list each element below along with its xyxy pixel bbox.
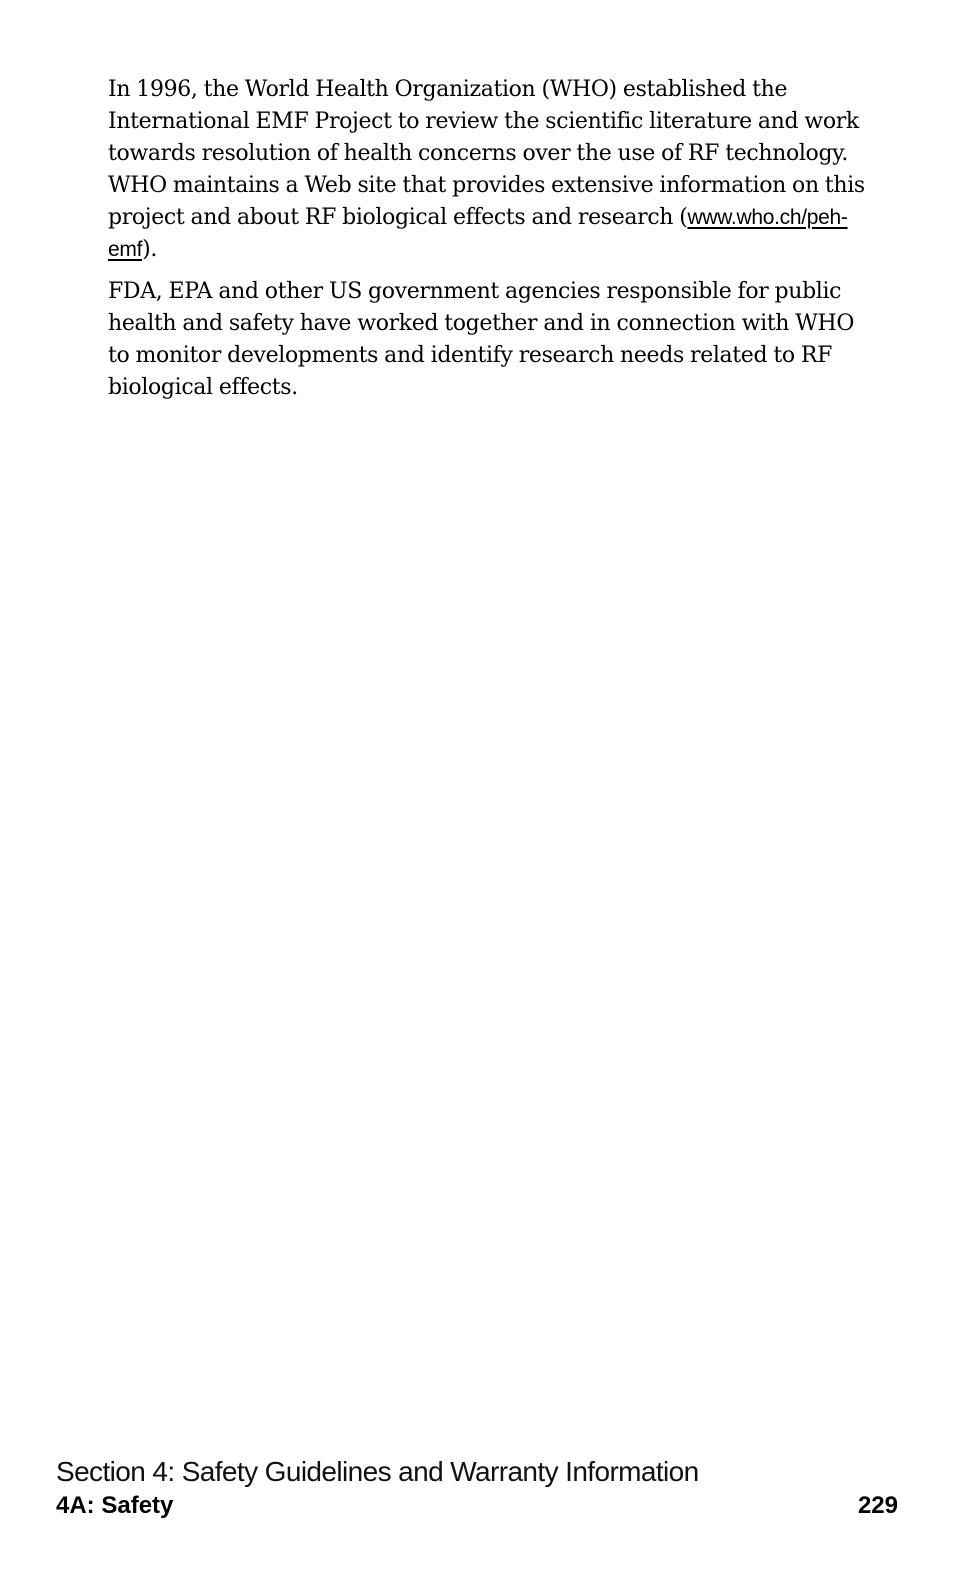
paragraph-who-end: ). (142, 237, 157, 262)
paragraph-us-agencies: FDA, EPA and other US government agencies responsible for public health and safety have worked together and in connection with WHO to monitor developments and identify research needs related to RF biological effects. (108, 279, 855, 400)
who-website-link[interactable]: www.who.ch/peh-emf (108, 206, 848, 261)
paragraph-who-emf-project (108, 74, 878, 266)
main-content (108, 74, 878, 414)
paragraph-who-text: In 1996, the World Health Organization (WHO) established the International EMF Project to review the scientific literature and work towards resolution of health concerns over the use of RF technology. WHO maintains a Web site that provides extensive information on this project and about RF biological effects and research ( (108, 77, 865, 230)
page-number: 229 (857, 1492, 898, 1519)
footer-subsection: 4A: Safety (56, 1492, 174, 1519)
footer-section-title: Section 4: Safety Guidelines and Warranty Information (56, 1456, 699, 1487)
footer-bar (56, 1492, 898, 1520)
